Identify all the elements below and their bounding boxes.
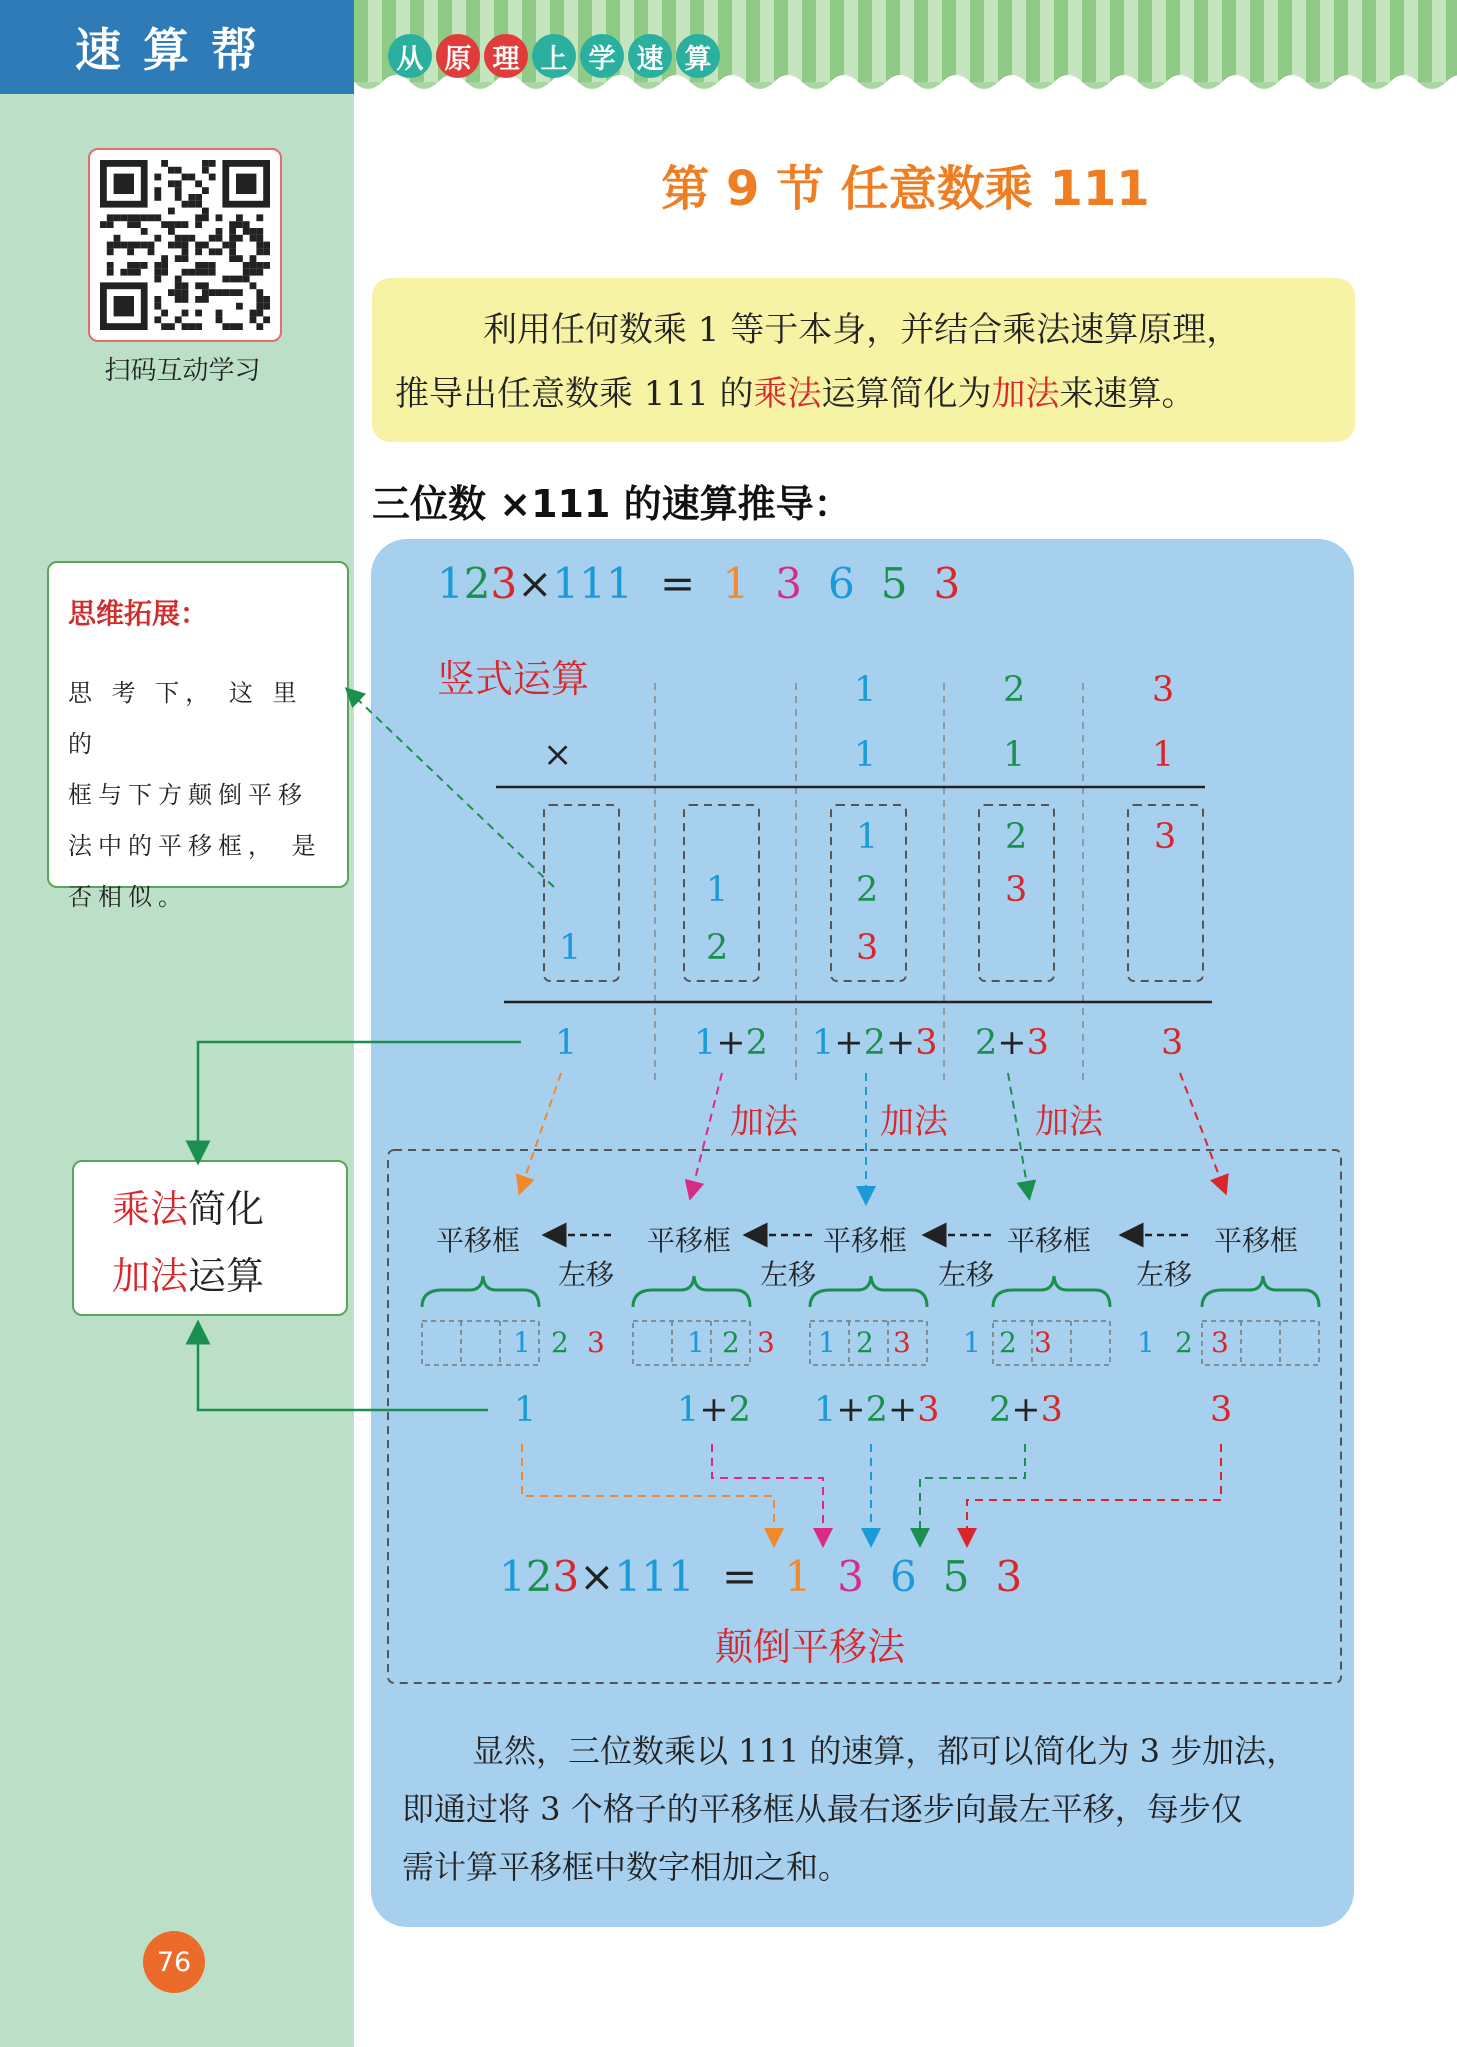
flip-method-label: 颠倒平移法 xyxy=(715,1625,906,1669)
flow-arrow xyxy=(1008,1073,1028,1191)
flip-sum: 1 xyxy=(514,1390,537,1430)
banner-char: 算 xyxy=(676,34,720,78)
shift-box-label: 平移框 xyxy=(436,1224,521,1257)
shift-box-label: 平移框 xyxy=(1007,1224,1092,1257)
banner-char: 从 xyxy=(388,34,432,78)
shift-braces xyxy=(422,1276,1319,1307)
banner-char: 上 xyxy=(532,34,576,78)
eq-result-digit: 3 xyxy=(933,559,961,608)
simplify-rest: 运算 xyxy=(188,1254,265,1298)
intro-seg: 来速算。 xyxy=(1059,374,1196,414)
flip-sum: 1+2 xyxy=(677,1390,751,1430)
shift-left-label: 左移 xyxy=(1136,1258,1193,1291)
banner-char: 速 xyxy=(628,34,672,78)
shift-left-label: 左移 xyxy=(760,1258,817,1291)
eq-result-digit: 3 xyxy=(995,1552,1023,1601)
eq-digit: 2 xyxy=(463,559,491,608)
shift-box-label: 平移框 xyxy=(1214,1224,1299,1257)
addition-label: 加法 xyxy=(880,1102,948,1142)
strip-digit: 3 xyxy=(757,1326,775,1359)
col-digit: 3 xyxy=(1005,870,1028,910)
eq-multiplier: 111 xyxy=(552,559,633,608)
strip-digit: 2 xyxy=(999,1326,1017,1359)
flip-sum: 1+2+3 xyxy=(814,1390,940,1430)
strip-digit: 3 xyxy=(587,1326,605,1359)
col-digit: 3 xyxy=(856,928,879,968)
simplify-arrow-up xyxy=(198,1332,488,1410)
sum-text: 1 xyxy=(555,1023,578,1063)
shift-strips xyxy=(422,1321,1319,1365)
column-boxes xyxy=(544,805,1203,981)
col-digit: 3 xyxy=(1154,817,1177,857)
simplify-red: 加法 xyxy=(112,1254,189,1298)
brand-logo: 速算帮 xyxy=(0,0,354,94)
intro-line-1: 利用任何数乘 1 等于本身，并结合乘法速算原理， xyxy=(483,310,1241,350)
eq-digit: 3 xyxy=(490,559,518,608)
simplify-arrow-down xyxy=(198,1042,521,1153)
flip-sum: 3 xyxy=(1210,1390,1233,1430)
flow-arrow xyxy=(1180,1073,1223,1186)
vertical-label: 竖式运算 xyxy=(437,657,590,701)
think-line: 思 考 下， 这 里 的 xyxy=(68,679,303,758)
strip-digit: 1 xyxy=(818,1326,836,1359)
flip-method-box xyxy=(388,1150,1341,1683)
eq-multiplier: 111 xyxy=(614,1552,695,1601)
multiplier-digit: 1 xyxy=(854,735,877,775)
strip-digit: 1 xyxy=(1137,1326,1155,1359)
addition-label: 加法 xyxy=(1035,1102,1103,1142)
section-title: 第 9 节 任意数乘 111 xyxy=(661,161,1150,217)
banner-char: 理 xyxy=(484,34,528,78)
merge-arrow xyxy=(920,1444,1025,1538)
flip-sum: 2+3 xyxy=(989,1390,1063,1430)
sum-text: 3 xyxy=(1161,1023,1184,1063)
eq-result-digit: 3 xyxy=(837,1552,864,1601)
flow-arrow xyxy=(522,1073,561,1186)
shift-box-label: 平移框 xyxy=(647,1224,732,1257)
multiplier-digit: 1 xyxy=(1003,735,1026,775)
eq-digit: 1 xyxy=(499,1552,526,1601)
column-separators xyxy=(655,683,1083,1083)
eq-equals: = xyxy=(659,559,696,608)
merge-arrow xyxy=(712,1444,823,1538)
simplify-rest: 简化 xyxy=(188,1187,265,1231)
strip-digit: 1 xyxy=(687,1326,705,1359)
banner-char: 原 xyxy=(436,34,480,78)
multiplicand-digit: 2 xyxy=(1003,670,1026,710)
eq-result-digit: 6 xyxy=(827,559,855,608)
eq-result-digit: 3 xyxy=(775,559,802,608)
banner-char: 学 xyxy=(580,34,624,78)
intro-seg: 运算简化为 xyxy=(821,374,992,414)
col-digit: 2 xyxy=(1005,817,1028,857)
strip-digit: 3 xyxy=(893,1326,911,1359)
col-digit: 1 xyxy=(706,870,729,910)
strip-digit: 1 xyxy=(963,1326,981,1359)
col-digit: 1 xyxy=(559,928,582,968)
strip-digit: 2 xyxy=(722,1326,740,1359)
simplify-red: 乘法 xyxy=(112,1187,189,1231)
shift-left-label: 左移 xyxy=(558,1258,615,1291)
multiplicand-digit: 3 xyxy=(1152,670,1175,710)
col-digit: 1 xyxy=(856,817,879,857)
qr-label: 扫码互动学习 xyxy=(104,356,261,386)
strip-digit: 3 xyxy=(1211,1326,1229,1359)
multiplier-digit: 1 xyxy=(1152,735,1175,775)
column-sum: 1+2+3 xyxy=(812,1023,938,1063)
think-line: 框与下方颠倒平移 xyxy=(68,781,308,809)
think-line: 法中的平移框， 是 xyxy=(68,832,322,860)
eq-result-digit: 5 xyxy=(942,1552,970,1601)
eq-equals: = xyxy=(721,1552,758,1601)
closing-line: 即通过将 3 个格子的平移框从最右逐步向最左平移，每步仅 xyxy=(402,1790,1243,1828)
merge-arrow xyxy=(967,1444,1221,1538)
closing-line: 显然，三位数乘以 111 的速算，都可以简化为 3 步加法， xyxy=(472,1732,1299,1770)
col-digit: 2 xyxy=(856,870,879,910)
strip-digit: 2 xyxy=(551,1326,569,1359)
intro-seg: 推导出任意数乘 111 的 xyxy=(395,374,754,414)
shift-box-label: 平移框 xyxy=(823,1224,908,1257)
eq-result-digit: 6 xyxy=(889,1552,917,1601)
eq-digit: 1 xyxy=(437,559,464,608)
times-sign: × xyxy=(543,735,573,775)
strip-digit: 2 xyxy=(856,1326,874,1359)
eq-digit: 2 xyxy=(525,1552,553,1601)
shift-left-label: 左移 xyxy=(938,1258,995,1291)
eq-result-digit: 1 xyxy=(722,559,750,608)
think-line: 否相似。 xyxy=(68,883,188,911)
subtitle: 三位数 ×111 的速算推导： xyxy=(372,482,852,526)
addition-label: 加法 xyxy=(730,1102,798,1142)
intro-highlight: 加法 xyxy=(991,374,1060,414)
column-sum: 1+2 xyxy=(694,1023,768,1063)
strip-digit: 3 xyxy=(1034,1326,1052,1359)
strip-digit: 1 xyxy=(513,1326,531,1359)
think-link-arrow xyxy=(352,694,554,887)
eq-op: × xyxy=(579,1552,615,1601)
flow-arrow xyxy=(692,1073,722,1191)
closing-line: 需计算平移框中数字相加之和。 xyxy=(402,1848,851,1886)
intro-highlight: 乘法 xyxy=(753,374,822,414)
column-sum: 2+3 xyxy=(975,1023,1049,1063)
eq-result-digit: 1 xyxy=(784,1552,812,1601)
multiplicand-digit: 1 xyxy=(854,670,877,710)
eq-op: × xyxy=(517,559,553,608)
merge-arrow xyxy=(522,1444,774,1538)
strip-digit: 2 xyxy=(1175,1326,1193,1359)
eq-digit: 3 xyxy=(552,1552,580,1601)
page-number: 76 xyxy=(143,1931,205,1993)
think-title: 思维拓展： xyxy=(68,597,209,630)
col-digit: 2 xyxy=(706,928,729,968)
eq-result-digit: 5 xyxy=(880,559,908,608)
